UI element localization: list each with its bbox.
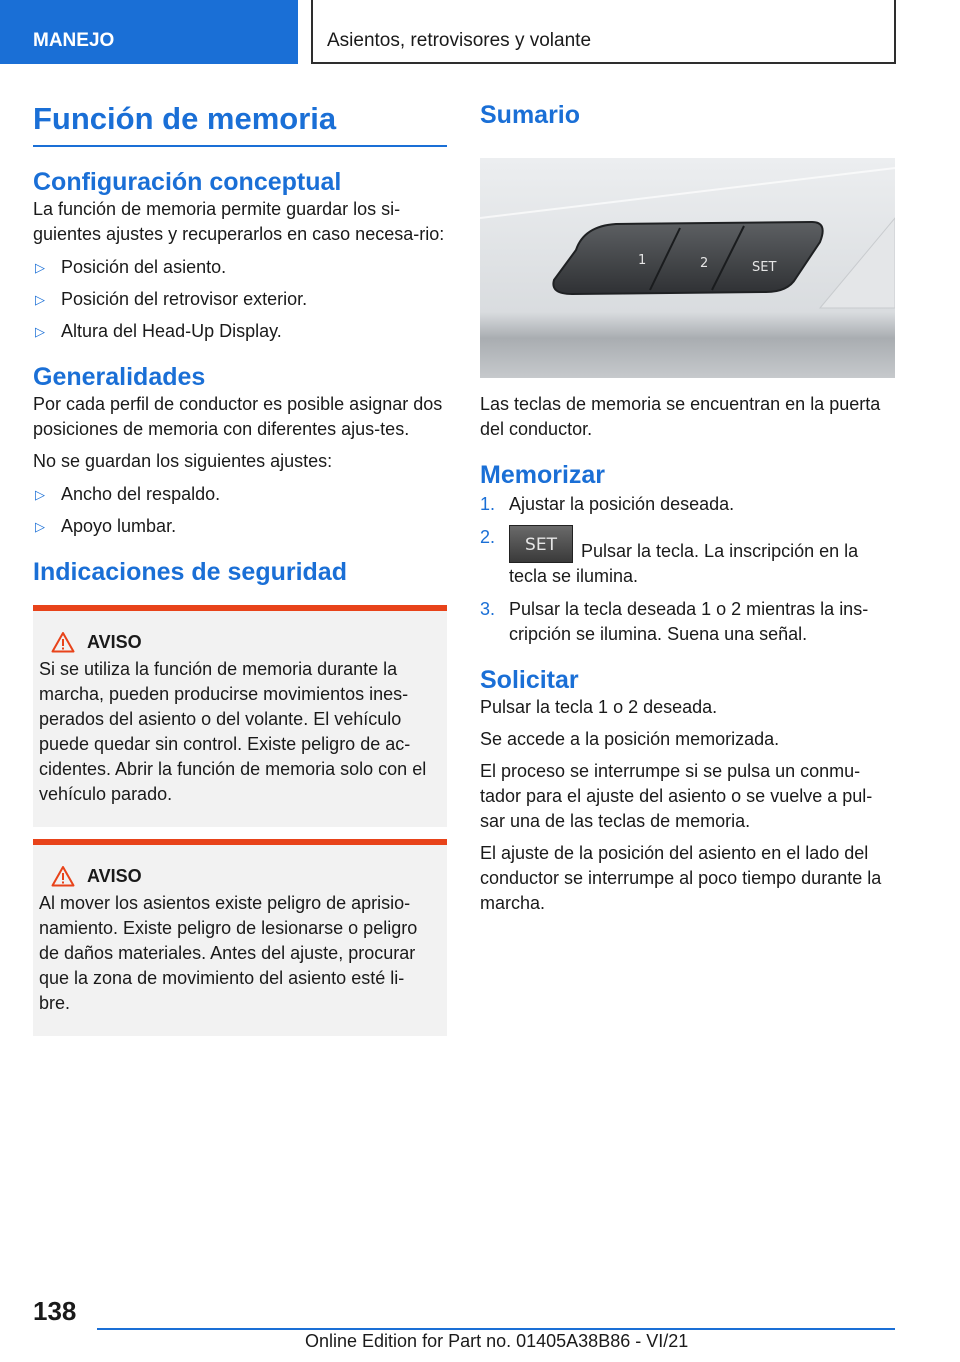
warning-text: Al mover los asientos existe peligro de aprisio-namiento. Existe peligro de lesionarse o peligro de daños materiales. Antes del ajuste, procurar que la zona de movimiento del asiento esté li-bre. (39, 893, 418, 1014)
step-item: 3. Pulsar la tecla deseada 1 o 2 mientras la ins-cripción se ilumina. Suena una señal. (480, 599, 869, 644)
triangle-right-outline-icon: ▷ (35, 324, 45, 340)
chapter-title: Asientos, retrovisores y volante (311, 0, 896, 64)
right-column (480, 100, 895, 916)
triangle-right-outline-icon: ▷ (35, 519, 45, 535)
triangle-right-outline-icon: ▷ (35, 260, 45, 276)
memory-button-1-label: 1 (638, 253, 647, 268)
edition-text: Online Edition for Part no. 01405A38B86 - VI/21 (305, 1331, 689, 1351)
list-item: ▷ Posición del retrovisor exterior. (33, 287, 447, 312)
request-heading: Solicitar (480, 666, 579, 694)
memorize-heading: Memorizar (480, 461, 606, 489)
summary-section (480, 100, 895, 442)
concept-text: La función de memoria permite guardar los si-guientes ajustes y recuperarlos en caso necesa-rio: (33, 199, 445, 245)
list-item: ▷ Ancho del respaldo. (33, 482, 447, 507)
general-text-2: No se guardan los siguientes ajustes: (33, 451, 333, 472)
section-tab: MANEJO (0, 0, 298, 64)
general-section (33, 362, 447, 539)
request-text: Pulsar la tecla 1 o 2 deseada. (480, 697, 718, 717)
request-text: El proceso se interrumpe si se pulsa un conmu-tador para el ajuste del asiento o se vuelve a pul-sar una de las teclas de memoria. (480, 761, 873, 831)
request-text: Se accede a la posición memorizada. (480, 729, 780, 749)
title-rule (33, 145, 447, 147)
warning-triangle-icon (39, 631, 87, 653)
step-number: 3. (480, 599, 496, 619)
triangle-right-outline-icon: ▷ (35, 292, 45, 308)
safety-section (33, 557, 447, 1036)
concept-heading: Configuración conceptual (33, 168, 342, 197)
triangle-right-outline-icon: ▷ (35, 487, 45, 503)
page-title: Función de memoria (33, 101, 337, 136)
warning-box (33, 605, 447, 827)
step-item: 2. SET Pulsar la tecla. La inscripción en la tecla se ilumina. (480, 527, 859, 586)
memory-buttons-photo (480, 158, 895, 378)
request-text: El ajuste de la posición del asiento en el lado del conductor se interrumpe al poco tiempo durante la marcha. (480, 843, 882, 913)
list-item: ▷ Apoyo lumbar. (33, 514, 447, 539)
warning-triangle-icon (39, 865, 87, 887)
general-list (33, 482, 447, 539)
footer-rule (97, 1328, 895, 1330)
set-button-label: SET (752, 260, 777, 275)
memorize-section (480, 460, 895, 647)
general-text: Por cada perfil de conductor es posible asignar dos posiciones de memoria con diferentes ajus-tes. (33, 394, 443, 440)
concept-list (33, 255, 447, 344)
list-item: ▷ Altura del Head-Up Display. (33, 319, 447, 344)
concept-section (33, 167, 447, 344)
summary-caption: Las teclas de memoria se encuentran en la puerta del conductor. (480, 394, 881, 439)
summary-heading: Sumario (480, 101, 581, 129)
warning-title: AVISO (87, 865, 142, 886)
page-number: 138 (33, 1296, 77, 1326)
general-heading: Generalidades (33, 363, 206, 392)
warning-title: AVISO (87, 631, 142, 652)
request-section (480, 665, 895, 916)
left-column (33, 100, 447, 1048)
set-key-icon: SET (509, 525, 573, 563)
warning-box (33, 839, 447, 1036)
warning-text: Si se utiliza la función de memoria durante la marcha, pueden producirse movimientos ines-perados del asiento o del volante. El vehículo puede quedar sin control. Existe peligro de ac-cidentes. Abrir la función de memoria solo con el vehículo parado. (39, 659, 427, 805)
safety-heading: Indicaciones de seguridad (33, 558, 347, 587)
memorize-steps (480, 492, 895, 647)
step-item: 1. Ajustar la posición deseada. (480, 492, 895, 517)
step-number: 1. (480, 494, 496, 514)
memory-button-2-label: 2 (700, 256, 709, 271)
list-item: ▷ Posición del asiento. (33, 255, 447, 280)
step-number: 2. (480, 527, 496, 547)
